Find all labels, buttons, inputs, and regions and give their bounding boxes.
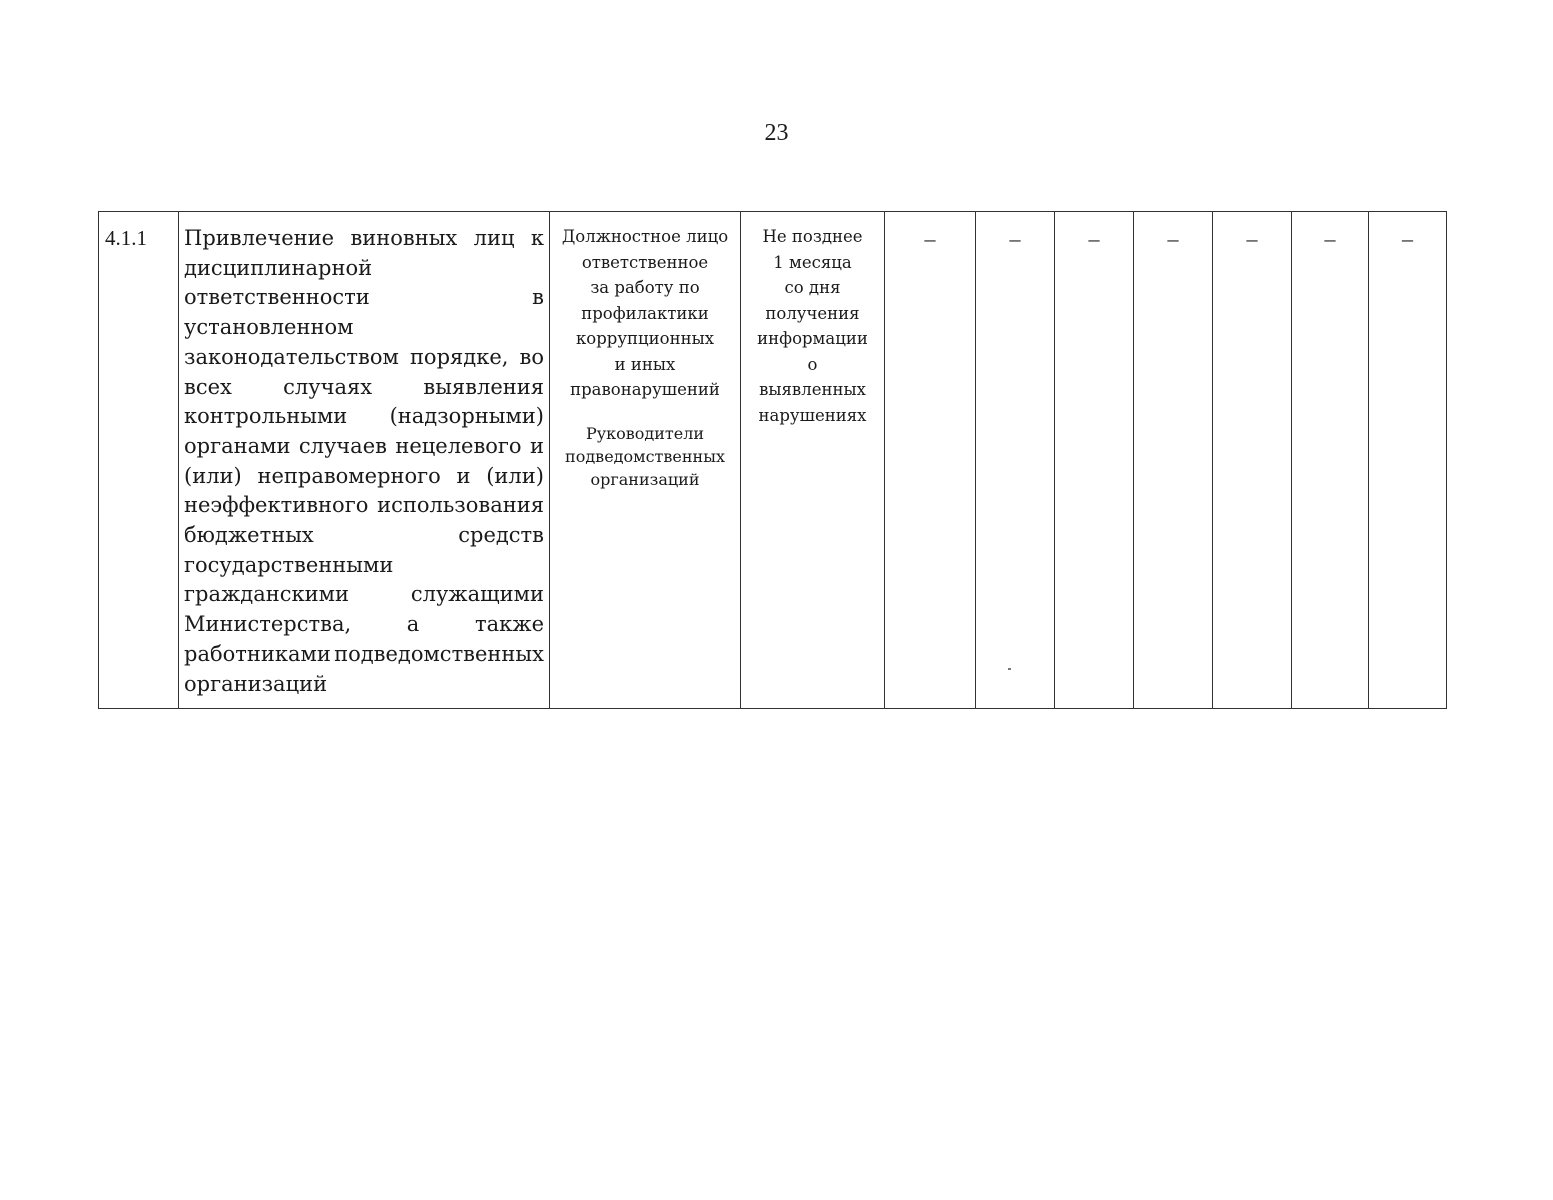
action-text-line: [184, 343, 544, 373]
action-word: виновных: [350, 226, 458, 250]
responsible-text-line: Руководители: [585, 423, 705, 443]
action-word: установленном: [184, 315, 354, 340]
action-word: и: [456, 463, 471, 488]
action-text-line: [184, 551, 544, 581]
deadline-cell: [741, 212, 885, 709]
measures-table: [98, 211, 1447, 709]
action-word: служащими: [410, 582, 544, 607]
action-word: организаций: [184, 671, 328, 696]
action-word: подведомственных: [334, 641, 544, 666]
deadline-text-line: 1 месяца: [773, 252, 852, 272]
action-text-line: [184, 283, 544, 313]
responsible-text-line: подведомственных: [565, 446, 725, 466]
action-word: бюджетных: [184, 523, 314, 548]
action-word: нецелевого: [395, 433, 522, 458]
action-word: всех: [184, 374, 232, 399]
action-word: работниками: [184, 641, 331, 666]
deadline-text-line: о: [807, 354, 818, 374]
action-word: неэффективного: [184, 493, 369, 518]
deadline-text-line: получения: [765, 303, 860, 323]
action-word: порядке,: [409, 344, 509, 369]
action-text-line: [184, 373, 544, 403]
indicator-cell-3: –: [1055, 212, 1134, 709]
action-word: использования: [377, 493, 544, 518]
action-word: во: [519, 344, 544, 369]
action-word: в: [532, 285, 544, 310]
deadline-text-line: нарушениях: [758, 405, 867, 425]
responsible-cell: [550, 212, 741, 709]
action-text-line: [184, 521, 544, 551]
action-text-line: [184, 254, 544, 284]
indicator-value-2: –: [1009, 226, 1021, 251]
deadline-text-line: со дня: [784, 278, 841, 297]
action-word: ответственности: [184, 285, 370, 310]
action-word: законодательством: [184, 344, 399, 369]
action-text-line: [184, 432, 544, 462]
action-text-line: [184, 224, 544, 254]
responsible-text-line: ответственное: [581, 252, 709, 272]
paragraph-gap: [552, 403, 738, 422]
action-word: к: [530, 226, 544, 250]
action-word: средств: [458, 523, 544, 548]
deadline-text-line: выявленных: [759, 380, 866, 399]
responsible-text-line: коррупционных: [575, 329, 715, 348]
indicator-cell-2: [976, 212, 1055, 709]
indicator-cell-6: –: [1292, 212, 1369, 709]
responsible-text-line: за работу по: [590, 278, 700, 297]
deadline-text-line: информации: [757, 329, 868, 348]
responsible-text-line: организаций: [590, 469, 700, 489]
action-word: неправомерного: [257, 463, 441, 488]
action-word: также: [474, 612, 544, 637]
action-word: а: [406, 612, 420, 637]
responsible-text-line: Должностное лицо: [561, 227, 729, 246]
action-word: Привлечение: [184, 226, 335, 250]
action-text-line: [184, 670, 544, 700]
action-word: контрольными: [184, 404, 348, 429]
action-word: государственными: [184, 552, 394, 577]
scan-speck: [1008, 668, 1011, 670]
indicator-cell-1: –: [885, 212, 976, 709]
row-number-cell: 4.1.1: [99, 212, 179, 709]
responsible-text-line: правонарушений: [570, 380, 720, 399]
action-word: органами: [184, 433, 291, 458]
action-word: Министерства,: [184, 612, 352, 637]
table-row: [99, 212, 1447, 709]
action-word: (или): [486, 463, 544, 488]
responsible-text-line: профилактики: [581, 303, 709, 323]
indicator-cell-5: –: [1213, 212, 1292, 709]
action-text-line: [184, 610, 544, 640]
page-number: 23: [764, 120, 789, 146]
action-word: лиц: [473, 226, 515, 250]
deadline-text-line: Не позднее: [762, 227, 863, 246]
indicator-cell-4: –: [1134, 212, 1213, 709]
responsible-text-line: и иных: [614, 354, 676, 374]
action-word: гражданскими: [184, 582, 349, 607]
action-word: (надзорными): [389, 404, 544, 429]
action-word: случаях: [283, 374, 373, 399]
action-word: случаев: [298, 433, 387, 458]
action-text-line: [184, 462, 544, 492]
indicator-cell-7: –: [1369, 212, 1447, 709]
action-text-line: [184, 491, 544, 521]
action-word: дисциплинарной: [184, 255, 373, 280]
action-text-line: [184, 640, 544, 670]
action-word: выявления: [423, 374, 544, 399]
action-word: и: [529, 433, 544, 458]
action-word: (или): [184, 463, 242, 488]
action-text-line: [184, 402, 544, 432]
action-description-cell: [179, 212, 550, 709]
action-text-line: [184, 580, 544, 610]
action-text-line: [184, 313, 544, 343]
